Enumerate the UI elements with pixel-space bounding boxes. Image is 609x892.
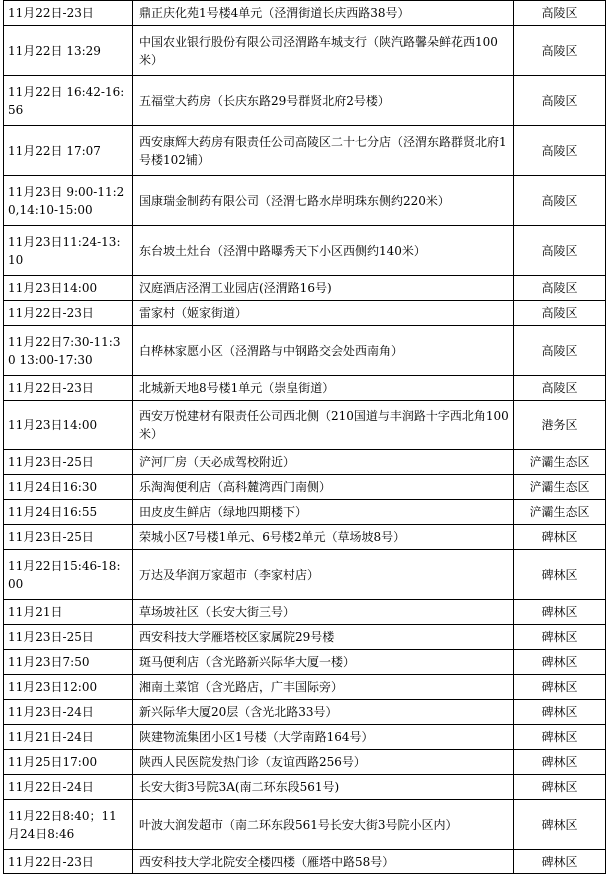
time-cell: 11月21日 [4, 600, 133, 625]
time-cell: 11月23日-25日 [4, 525, 133, 550]
place-cell: 白桦林家愿小区（泾渭路与中钢路交会处西南角） [133, 326, 514, 376]
time-cell: 11月24日16:30 [4, 475, 133, 500]
table-row [4, 475, 606, 500]
district-cell: 碑林区 [514, 675, 606, 700]
district-cell: 碑林区 [514, 550, 606, 600]
table-row [4, 401, 606, 450]
table-row [4, 176, 606, 226]
place-cell: 乐淘淘便利店（高科麓湾西门南侧） [133, 475, 514, 500]
district-cell: 高陵区 [514, 26, 606, 76]
place-cell: 西安万悦建材有限责任公司西北侧（210国道与丰润路十字西北角100米） [133, 401, 514, 450]
district-cell: 浐灞生态区 [514, 475, 606, 500]
district-cell: 高陵区 [514, 76, 606, 126]
place-cell: 陕建物流集团小区1号楼（大学南路164号） [133, 725, 514, 750]
table-row [4, 1, 606, 26]
table-row [4, 675, 606, 700]
district-cell: 碑林区 [514, 650, 606, 675]
district-cell: 碑林区 [514, 850, 606, 874]
table-row [4, 775, 606, 800]
district-cell: 浐灞生态区 [514, 450, 606, 475]
place-cell: 叶波大润发超市（南二环东段561号长安大街3号院小区内） [133, 800, 514, 850]
table-row [4, 26, 606, 76]
district-cell: 港务区 [514, 401, 606, 450]
district-cell: 碑林区 [514, 600, 606, 625]
place-cell: 斑马便利店（含光路新兴际华大厦一楼） [133, 650, 514, 675]
place-cell: 五福堂大药房（长庆东路29号群贤北府2号楼） [133, 76, 514, 126]
table-body [4, 1, 606, 874]
place-cell: 湘南土菜馆（含光路店，广丰国际旁） [133, 675, 514, 700]
place-cell: 长安大街3号院3A(南二环东段561号) [133, 775, 514, 800]
time-cell: 11月22日 13:29 [4, 26, 133, 76]
place-cell: 北城新天地8号楼1单元（崇皇街道） [133, 376, 514, 401]
place-cell: 浐河厂房（天必成驾校附近） [133, 450, 514, 475]
district-cell: 高陵区 [514, 126, 606, 176]
place-cell: 西安康辉大药房有限责任公司高陵区二十七分店（泾渭东路群贤北府1号楼102铺） [133, 126, 514, 176]
table-row [4, 326, 606, 376]
place-cell: 西安科技大学北院安全楼四楼（雁塔中路58号） [133, 850, 514, 874]
time-cell: 11月22日-23日 [4, 1, 133, 26]
district-cell: 碑林区 [514, 700, 606, 725]
district-cell: 高陵区 [514, 301, 606, 326]
time-cell: 11月24日16:55 [4, 500, 133, 525]
place-cell: 西安科技大学雁塔校区家属院29号楼 [133, 625, 514, 650]
time-cell: 11月22日-23日 [4, 376, 133, 401]
district-cell: 碑林区 [514, 775, 606, 800]
time-cell: 11月22日7:30-11:30 13:00-17:30 [4, 326, 133, 376]
table-row [4, 500, 606, 525]
time-cell: 11月22日 17:07 [4, 126, 133, 176]
table-row [4, 600, 606, 625]
time-cell: 11月23日7:50 [4, 650, 133, 675]
district-cell: 碑林区 [514, 525, 606, 550]
district-cell: 碑林区 [514, 750, 606, 775]
table-row [4, 800, 606, 850]
table-row [4, 650, 606, 675]
place-cell: 汉庭酒店泾渭工业园店(泾渭路16号) [133, 276, 514, 301]
time-cell: 11月22日8:40；11月24日8:46 [4, 800, 133, 850]
district-cell: 高陵区 [514, 326, 606, 376]
district-cell: 浐灞生态区 [514, 500, 606, 525]
district-cell: 高陵区 [514, 226, 606, 276]
table-row [4, 276, 606, 301]
table-row [4, 850, 606, 874]
time-cell: 11月23日-25日 [4, 450, 133, 475]
district-cell: 碑林区 [514, 800, 606, 850]
district-cell: 高陵区 [514, 1, 606, 26]
table-row [4, 301, 606, 326]
time-cell: 11月21日-24日 [4, 725, 133, 750]
place-cell: 陕西人民医院发热门诊（友谊西路256号） [133, 750, 514, 775]
district-cell: 高陵区 [514, 176, 606, 226]
district-cell: 碑林区 [514, 725, 606, 750]
table-row [4, 750, 606, 775]
time-cell: 11月22日 16:42-16:56 [4, 76, 133, 126]
place-cell: 中国农业银行股份有限公司泾渭路车城支行（陕汽路馨朵鲜花西100米） [133, 26, 514, 76]
place-cell: 荣城小区7号楼1单元、6号楼2单元（草场坡8号） [133, 525, 514, 550]
table-row [4, 700, 606, 725]
time-cell: 11月23日-25日 [4, 625, 133, 650]
table-row [4, 525, 606, 550]
district-cell: 高陵区 [514, 376, 606, 401]
table-row [4, 76, 606, 126]
table-row [4, 725, 606, 750]
exposure-locations-table [3, 0, 606, 874]
place-cell: 东台坡土灶台（泾渭中路曝秀天下小区西侧约140米） [133, 226, 514, 276]
time-cell: 11月23日11:24-13:10 [4, 226, 133, 276]
table-row [4, 226, 606, 276]
table-row [4, 376, 606, 401]
time-cell: 11月23日-24日 [4, 700, 133, 725]
time-cell: 11月22日15:46-18:00 [4, 550, 133, 600]
time-cell: 11月22日-23日 [4, 301, 133, 326]
table-row [4, 126, 606, 176]
time-cell: 11月23日 9:00-11:20,14:10-15:00 [4, 176, 133, 226]
place-cell: 鼎正庆化苑1号楼4单元（泾渭街道长庆西路38号） [133, 1, 514, 26]
district-cell: 高陵区 [514, 276, 606, 301]
time-cell: 11月23日14:00 [4, 401, 133, 450]
table-row [4, 550, 606, 600]
table-row [4, 625, 606, 650]
place-cell: 万达及华润万家超市（李家村店） [133, 550, 514, 600]
time-cell: 11月23日14:00 [4, 276, 133, 301]
time-cell: 11月22日-23日 [4, 850, 133, 874]
table-row [4, 450, 606, 475]
time-cell: 11月23日12:00 [4, 675, 133, 700]
place-cell: 草场坡社区（长安大街三号） [133, 600, 514, 625]
time-cell: 11月25日17:00 [4, 750, 133, 775]
place-cell: 新兴际华大厦20层（含光北路33号） [133, 700, 514, 725]
place-cell: 雷家村（姬家街道） [133, 301, 514, 326]
place-cell: 国康瑞金制药有限公司（泾渭七路水岸明珠东侧约220米） [133, 176, 514, 226]
district-cell: 碑林区 [514, 625, 606, 650]
time-cell: 11月22日-24日 [4, 775, 133, 800]
place-cell: 田皮皮生鲜店（绿地四期楼下） [133, 500, 514, 525]
